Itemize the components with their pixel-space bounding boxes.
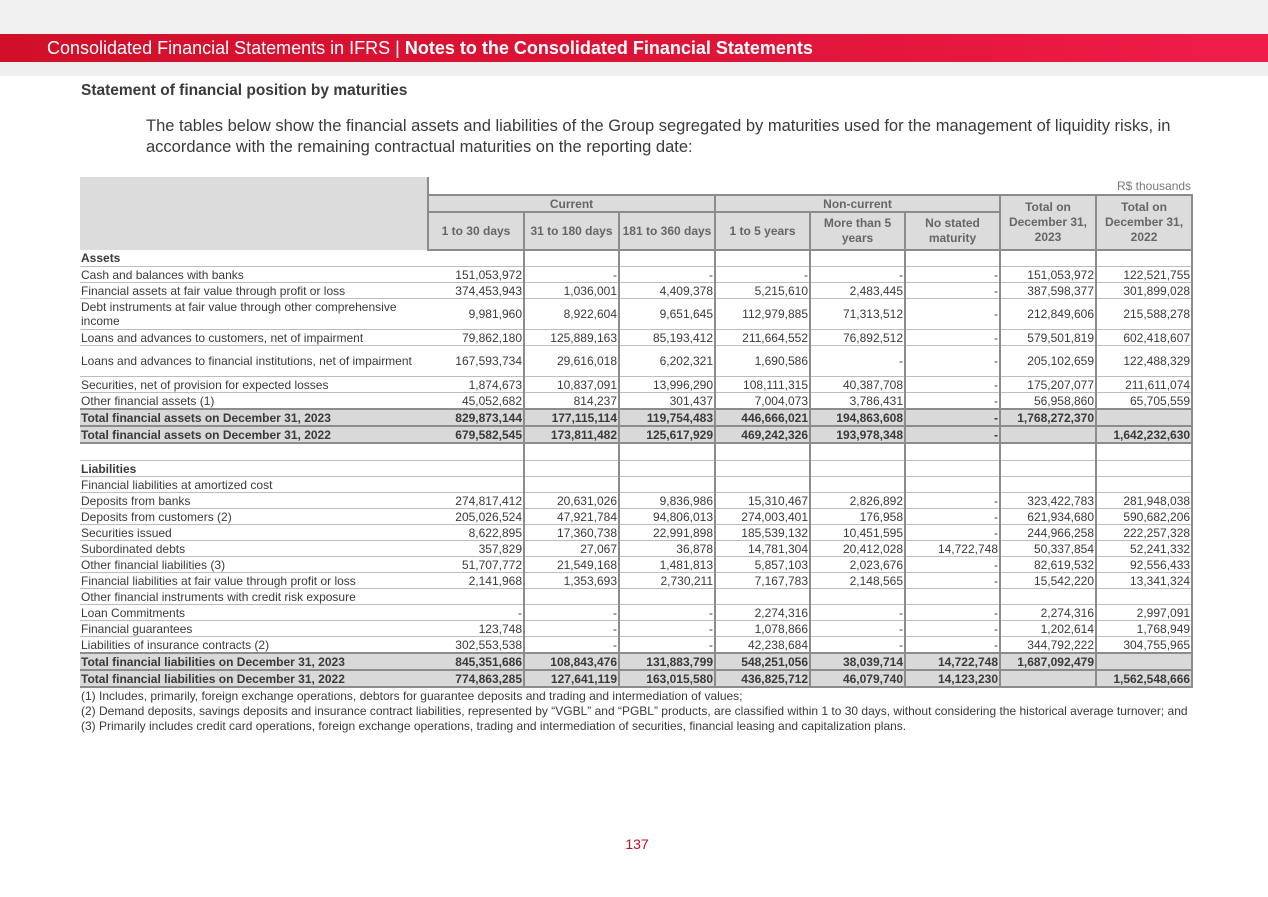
total-row: [80, 426, 1192, 443]
table-row: [80, 393, 1192, 410]
value-cell: 302,553,538: [428, 637, 524, 654]
value-cell: [1000, 477, 1096, 493]
value-cell: 20,412,028: [810, 541, 905, 557]
footnote-1: (1) Includes, primarily, foreign exchange operations, debtors for guarantee deposits and trading and intermediation of values;: [81, 689, 743, 703]
value-cell: -: [619, 605, 715, 621]
row-label: Loans and advances to customers, net of impairment: [80, 330, 428, 346]
value-cell: 621,934,680: [1000, 509, 1096, 525]
value-cell: [810, 477, 905, 493]
value-cell: 222,257,328: [1096, 525, 1192, 541]
value-cell: 5,857,103: [715, 557, 810, 573]
value-cell: 15,310,467: [715, 493, 810, 509]
value-cell: 22,991,898: [619, 525, 715, 541]
value-cell: 579,501,819: [1000, 330, 1096, 346]
value-cell: 94,806,013: [619, 509, 715, 525]
value-cell: 112,979,885: [715, 299, 810, 330]
value-cell: 387,598,377: [1000, 283, 1096, 299]
value-cell: [524, 461, 619, 477]
top-margin-bar: [0, 0, 1268, 34]
value-cell: [428, 443, 524, 461]
row-label: Other financial instruments with credit risk exposure: [80, 589, 428, 605]
value-cell: 151,053,972: [1000, 267, 1096, 283]
value-cell: 8,922,604: [524, 299, 619, 330]
value-cell: 79,862,180: [428, 330, 524, 346]
value-cell: 7,004,073: [715, 393, 810, 410]
value-cell: -: [524, 637, 619, 654]
value-cell: 131,883,799: [619, 653, 715, 670]
value-cell: 1,768,272,370: [1000, 409, 1096, 426]
value-cell: -: [905, 621, 1000, 637]
value-cell: [715, 477, 810, 493]
table-row: [80, 283, 1192, 299]
value-cell: -: [905, 283, 1000, 299]
value-cell: -: [810, 621, 905, 637]
footnotes: [81, 689, 1193, 734]
value-cell: 36,878: [619, 541, 715, 557]
value-cell: 212,849,606: [1000, 299, 1096, 330]
table-row: [80, 621, 1192, 637]
value-cell: 2,148,565: [810, 573, 905, 589]
value-cell: [810, 589, 905, 605]
value-cell: 27,067: [524, 541, 619, 557]
value-cell: [1000, 443, 1096, 461]
value-cell: 9,651,645: [619, 299, 715, 330]
value-cell: 205,026,524: [428, 509, 524, 525]
total-row: [80, 653, 1192, 670]
value-cell: [905, 589, 1000, 605]
value-cell: 1,481,813: [619, 557, 715, 573]
row-label: Deposits from banks: [80, 493, 428, 509]
row-label: Loans and advances to financial institutions, net of impairment: [80, 346, 428, 377]
value-cell: 65,705,559: [1096, 393, 1192, 410]
value-cell: [619, 589, 715, 605]
group-noncurrent: Non-current: [715, 195, 1000, 212]
value-cell: [715, 461, 810, 477]
value-cell: 1,768,949: [1096, 621, 1192, 637]
value-cell: [1096, 589, 1192, 605]
total-row: [80, 670, 1192, 687]
value-cell: 7,167,783: [715, 573, 810, 589]
value-cell: [810, 443, 905, 461]
col-more-than-5-years: More than 5 years: [810, 212, 905, 250]
value-cell: 122,521,755: [1096, 267, 1192, 283]
value-cell: -: [715, 267, 810, 283]
row-label: Liabilities: [80, 461, 428, 477]
value-cell: -: [810, 637, 905, 654]
row-label: Subordinated debts: [80, 541, 428, 557]
value-cell: 2,023,676: [810, 557, 905, 573]
row-label: Other financial assets (1): [80, 393, 428, 410]
value-cell: -: [905, 525, 1000, 541]
col-no-stated-maturity: No stated maturity: [905, 212, 1000, 250]
value-cell: [810, 250, 905, 267]
value-cell: [1096, 250, 1192, 267]
value-cell: 52,241,332: [1096, 541, 1192, 557]
value-cell: 4,409,378: [619, 283, 715, 299]
value-cell: [905, 250, 1000, 267]
value-cell: 211,611,074: [1096, 377, 1192, 393]
value-cell: 1,353,693: [524, 573, 619, 589]
value-cell: -: [524, 605, 619, 621]
table-row: [80, 299, 1192, 330]
value-cell: 2,997,091: [1096, 605, 1192, 621]
value-cell: 590,682,206: [1096, 509, 1192, 525]
value-cell: -: [905, 330, 1000, 346]
value-cell: [1096, 409, 1192, 426]
value-cell: 14,722,748: [905, 541, 1000, 557]
value-cell: 436,825,712: [715, 670, 810, 687]
value-cell: -: [905, 605, 1000, 621]
value-cell: 176,958: [810, 509, 905, 525]
value-cell: 5,215,610: [715, 283, 810, 299]
table-row: [80, 589, 1192, 605]
total-row: [80, 409, 1192, 426]
table-row: [80, 267, 1192, 283]
value-cell: 42,238,684: [715, 637, 810, 654]
value-cell: -: [524, 267, 619, 283]
value-cell: 344,792,222: [1000, 637, 1096, 654]
value-cell: -: [905, 493, 1000, 509]
header-blank-cell: [80, 177, 428, 250]
value-cell: [619, 461, 715, 477]
value-cell: 602,418,607: [1096, 330, 1192, 346]
value-cell: 15,542,220: [1000, 573, 1096, 589]
table-row: [80, 573, 1192, 589]
value-cell: 173,811,482: [524, 426, 619, 443]
col-31-180-days: 31 to 180 days: [524, 212, 619, 250]
value-cell: [524, 443, 619, 461]
value-cell: 205,102,659: [1000, 346, 1096, 377]
value-cell: 40,387,708: [810, 377, 905, 393]
value-cell: 38,039,714: [810, 653, 905, 670]
value-cell: 125,889,163: [524, 330, 619, 346]
value-cell: 177,115,114: [524, 409, 619, 426]
value-cell: 46,079,740: [810, 670, 905, 687]
value-cell: [1000, 250, 1096, 267]
value-cell: 45,052,682: [428, 393, 524, 410]
banner-separator: |: [390, 38, 405, 58]
value-cell: [428, 589, 524, 605]
value-cell: -: [810, 346, 905, 377]
value-cell: 20,631,026: [524, 493, 619, 509]
row-label: Deposits from customers (2): [80, 509, 428, 525]
table-row: [80, 557, 1192, 573]
value-cell: [1000, 461, 1096, 477]
value-cell: 10,451,595: [810, 525, 905, 541]
value-cell: [1000, 670, 1096, 687]
value-cell: 829,873,144: [428, 409, 524, 426]
value-cell: 14,123,230: [905, 670, 1000, 687]
group-current: Current: [428, 195, 715, 212]
value-cell: 8,622,895: [428, 525, 524, 541]
value-cell: 163,015,580: [619, 670, 715, 687]
value-cell: [619, 443, 715, 461]
value-cell: [428, 250, 524, 267]
value-cell: 14,722,748: [905, 653, 1000, 670]
value-cell: 1,202,614: [1000, 621, 1096, 637]
table-row: [80, 541, 1192, 557]
value-cell: 14,781,304: [715, 541, 810, 557]
value-cell: 814,237: [524, 393, 619, 410]
col-total-2022: Total on December 31, 2022: [1096, 195, 1192, 250]
value-cell: 2,274,316: [715, 605, 810, 621]
value-cell: 50,337,854: [1000, 541, 1096, 557]
table-row: [80, 377, 1192, 393]
value-cell: 119,754,483: [619, 409, 715, 426]
value-cell: 85,193,412: [619, 330, 715, 346]
value-cell: 1,874,673: [428, 377, 524, 393]
row-label: [80, 443, 428, 461]
row-label: Total financial assets on December 31, 2023: [80, 409, 428, 426]
value-cell: [715, 250, 810, 267]
footnote-2: (2) Demand deposits, savings deposits and insurance contract liabilities, represented by “VGBL” and “PGBL” products, are classified within 1 to 30 days, without considering the historical average turnover; and: [81, 704, 1188, 718]
value-cell: 1,687,092,479: [1000, 653, 1096, 670]
value-cell: -: [905, 377, 1000, 393]
col-1-5-years: 1 to 5 years: [715, 212, 810, 250]
value-cell: [428, 461, 524, 477]
value-cell: -: [619, 621, 715, 637]
value-cell: 548,251,056: [715, 653, 810, 670]
value-cell: [905, 443, 1000, 461]
page-number: 137: [625, 836, 649, 852]
value-cell: [619, 477, 715, 493]
value-cell: [1096, 477, 1192, 493]
value-cell: 71,313,512: [810, 299, 905, 330]
value-cell: -: [905, 346, 1000, 377]
value-cell: 194,863,608: [810, 409, 905, 426]
value-cell: 845,351,686: [428, 653, 524, 670]
row-label: Securities, net of provision for expected losses: [80, 377, 428, 393]
value-cell: -: [524, 621, 619, 637]
value-cell: 357,829: [428, 541, 524, 557]
table-row: [80, 493, 1192, 509]
value-cell: 167,593,734: [428, 346, 524, 377]
value-cell: [524, 250, 619, 267]
value-cell: 323,422,783: [1000, 493, 1096, 509]
value-cell: 82,619,532: [1000, 557, 1096, 573]
value-cell: -: [905, 409, 1000, 426]
value-cell: 774,863,285: [428, 670, 524, 687]
value-cell: 47,921,784: [524, 509, 619, 525]
value-cell: 21,549,168: [524, 557, 619, 573]
table-body: [80, 250, 1192, 687]
value-cell: [619, 250, 715, 267]
value-cell: 92,556,433: [1096, 557, 1192, 573]
row-label: Financial liabilities at fair value through profit or loss: [80, 573, 428, 589]
value-cell: 274,817,412: [428, 493, 524, 509]
value-cell: 108,111,315: [715, 377, 810, 393]
banner-section-title: Notes to the Consolidated Financial Statements: [404, 38, 813, 58]
row-label: Liabilities of insurance contracts (2): [80, 637, 428, 654]
col-total-2023: Total on December 31, 2023: [1000, 195, 1096, 250]
row-label: Debt instruments at fair value through other comprehensive income: [80, 299, 428, 330]
table-row: [80, 477, 1192, 493]
value-cell: [524, 477, 619, 493]
value-cell: 2,274,316: [1000, 605, 1096, 621]
value-cell: [1000, 589, 1096, 605]
units-label: R$ thousands: [428, 177, 1192, 195]
value-cell: 3,786,431: [810, 393, 905, 410]
value-cell: 2,826,892: [810, 493, 905, 509]
table-row: [80, 525, 1192, 541]
value-cell: 1,036,001: [524, 283, 619, 299]
value-cell: 56,958,860: [1000, 393, 1096, 410]
value-cell: 29,616,018: [524, 346, 619, 377]
maturities-table: [80, 177, 1193, 688]
value-cell: 2,730,211: [619, 573, 715, 589]
banner-document-title: Consolidated Financial Statements in IFRS: [47, 38, 391, 58]
table-row: [80, 637, 1192, 654]
value-cell: 211,664,552: [715, 330, 810, 346]
value-cell: -: [905, 299, 1000, 330]
value-cell: 9,836,986: [619, 493, 715, 509]
section-title: Statement of financial position by maturities: [81, 82, 408, 99]
value-cell: 244,966,258: [1000, 525, 1096, 541]
value-cell: -: [905, 557, 1000, 573]
table-row: [80, 443, 1192, 461]
value-cell: 123,748: [428, 621, 524, 637]
table-row: [80, 605, 1192, 621]
table-row: [80, 461, 1192, 477]
value-cell: 1,642,232,630: [1096, 426, 1192, 443]
value-cell: [905, 461, 1000, 477]
value-cell: 185,539,132: [715, 525, 810, 541]
row-label: Total financial liabilities on December 31, 2022: [80, 670, 428, 687]
value-cell: 469,242,326: [715, 426, 810, 443]
value-cell: [1096, 653, 1192, 670]
row-label: Financial liabilities at amortized cost: [80, 477, 428, 493]
value-cell: 446,666,021: [715, 409, 810, 426]
row-label: Financial guarantees: [80, 621, 428, 637]
value-cell: [905, 477, 1000, 493]
value-cell: -: [905, 426, 1000, 443]
value-cell: -: [905, 393, 1000, 410]
value-cell: 2,483,445: [810, 283, 905, 299]
value-cell: 1,078,866: [715, 621, 810, 637]
value-cell: 13,341,324: [1096, 573, 1192, 589]
header-banner: [0, 34, 1268, 62]
value-cell: 125,617,929: [619, 426, 715, 443]
value-cell: 374,453,943: [428, 283, 524, 299]
footnote-3: (3) Primarily includes credit card operations, foreign exchange operations, trading and intermediation of securities, financial leasing and capitalization plans.: [81, 719, 907, 733]
value-cell: 76,892,512: [810, 330, 905, 346]
table-row: [80, 250, 1192, 267]
col-1-30-days: 1 to 30 days: [428, 212, 524, 250]
value-cell: 122,488,329: [1096, 346, 1192, 377]
value-cell: 274,003,401: [715, 509, 810, 525]
row-label: Securities issued: [80, 525, 428, 541]
row-label: Total financial liabilities on December 31, 2023: [80, 653, 428, 670]
row-label: Other financial liabilities (3): [80, 557, 428, 573]
value-cell: 301,899,028: [1096, 283, 1192, 299]
table-header: [80, 177, 1192, 250]
value-cell: 1,562,548,666: [1096, 670, 1192, 687]
value-cell: [1096, 443, 1192, 461]
value-cell: [810, 461, 905, 477]
value-cell: [715, 589, 810, 605]
value-cell: 6,202,321: [619, 346, 715, 377]
col-181-360-days: 181 to 360 days: [619, 212, 715, 250]
value-cell: 151,053,972: [428, 267, 524, 283]
value-cell: -: [905, 637, 1000, 654]
value-cell: 13,996,290: [619, 377, 715, 393]
value-cell: 17,360,738: [524, 525, 619, 541]
row-label: Total financial assets on December 31, 2022: [80, 426, 428, 443]
row-label: Cash and balances with banks: [80, 267, 428, 283]
value-cell: [524, 589, 619, 605]
value-cell: -: [810, 605, 905, 621]
value-cell: [715, 443, 810, 461]
value-cell: [1096, 461, 1192, 477]
value-cell: -: [905, 267, 1000, 283]
table-row: [80, 509, 1192, 525]
value-cell: 215,588,278: [1096, 299, 1192, 330]
header-sub-bar: [0, 62, 1268, 76]
value-cell: 9,981,960: [428, 299, 524, 330]
value-cell: 193,978,348: [810, 426, 905, 443]
value-cell: -: [619, 637, 715, 654]
value-cell: [428, 477, 524, 493]
table-row: [80, 346, 1192, 377]
value-cell: -: [428, 605, 524, 621]
table-row: [80, 330, 1192, 346]
value-cell: [1000, 426, 1096, 443]
value-cell: 51,707,772: [428, 557, 524, 573]
value-cell: -: [619, 267, 715, 283]
value-cell: 281,948,038: [1096, 493, 1192, 509]
value-cell: 127,641,119: [524, 670, 619, 687]
value-cell: 301,437: [619, 393, 715, 410]
value-cell: 2,141,968: [428, 573, 524, 589]
value-cell: 108,843,476: [524, 653, 619, 670]
row-label: Loan Commitments: [80, 605, 428, 621]
value-cell: -: [810, 267, 905, 283]
value-cell: -: [905, 573, 1000, 589]
value-cell: 175,207,077: [1000, 377, 1096, 393]
value-cell: 1,690,586: [715, 346, 810, 377]
row-label: Financial assets at fair value through profit or loss: [80, 283, 428, 299]
value-cell: 304,755,965: [1096, 637, 1192, 654]
value-cell: 10,837,091: [524, 377, 619, 393]
row-label: Assets: [80, 250, 428, 267]
value-cell: 679,582,545: [428, 426, 524, 443]
value-cell: -: [905, 509, 1000, 525]
intro-paragraph: The tables below show the financial assets and liabilities of the Group segregated by maturities used for the management of liquidity risks, in accordance with the remaining contractual maturities on the reporting date:: [146, 117, 1171, 156]
